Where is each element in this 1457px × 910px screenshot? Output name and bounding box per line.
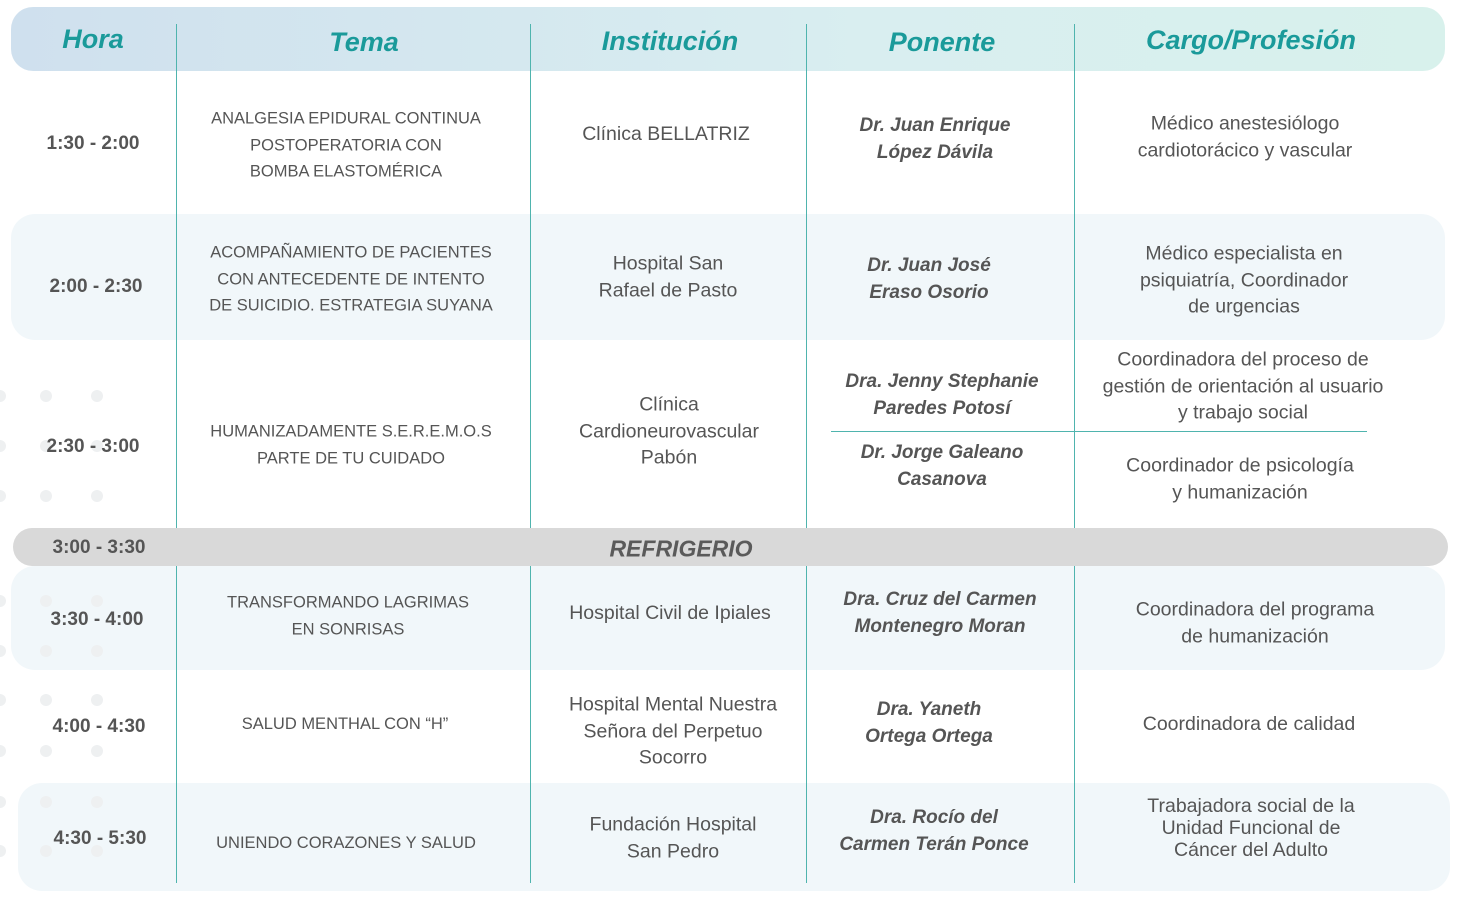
column-divider (176, 24, 177, 528)
role-line: de urgencias (1188, 295, 1300, 318)
decorative-dot (40, 745, 52, 757)
institution-line: Hospital San (612, 252, 724, 275)
role-line: cardiotorácico y vascular (1137, 139, 1353, 161)
topic-line: ANALGESIA EPIDURAL CONTINUA (211, 109, 481, 128)
column-divider (176, 566, 177, 883)
institution-line: Cardioneurovascular (579, 419, 759, 442)
speaker-line: Dra. Cruz del Carmen (843, 589, 1037, 610)
topic-line: BOMBA ELASTOMÉRICA (249, 162, 443, 181)
decorative-dot (91, 694, 103, 706)
decorative-dot (40, 645, 52, 657)
role-line: Médico especialista en (1145, 242, 1343, 265)
row-sub-divider (831, 431, 1367, 432)
break-time: 3:00 - 3:30 (52, 537, 146, 558)
decorative-dot (91, 490, 103, 502)
decorative-dot (91, 390, 103, 402)
column-divider (530, 566, 531, 883)
header-ponente: Ponente (888, 27, 996, 57)
speaker-line: Dr. Jorge Galeano (860, 442, 1024, 463)
topic-cell (242, 711, 449, 738)
role-cell (1147, 795, 1354, 861)
column-divider (806, 566, 807, 883)
decorative-dot (40, 694, 52, 706)
speaker-line: Ortega Ortega (865, 726, 993, 747)
role-line: gestión de orientación al usuario (1102, 374, 1384, 397)
decorative-dot (0, 796, 6, 808)
speaker-line: Carmen Terán Ponce (839, 834, 1029, 855)
institution-line: Hospital Mental Nuestra (568, 693, 778, 716)
speaker-line: López Dávila (876, 142, 994, 163)
institution-line: Hospital Civil de Ipiales (569, 601, 771, 624)
column-divider (806, 24, 807, 528)
topic-cell (211, 105, 481, 185)
column-divider (1074, 566, 1075, 883)
decorative-dot (0, 845, 6, 857)
break-label: REFRIGERIO (609, 535, 753, 562)
topic-line: TRANSFORMANDO LAGRIMAS (226, 593, 470, 612)
time-cell: 2:30 - 3:00 (46, 436, 140, 457)
role-cell (1143, 711, 1355, 738)
institution-line: Pabón (640, 446, 698, 469)
decorative-dot (40, 390, 52, 402)
topic-line: POSTOPERATORIA CON (250, 135, 442, 154)
institution-line: Clínica BELLATRIZ (582, 122, 750, 145)
topic-line: HUMANIZADAMENTE S.E.R.E.M.O.S (210, 422, 492, 441)
time-cell: 4:00 - 4:30 (52, 716, 146, 737)
role-line: y trabajo social (1177, 401, 1309, 424)
header-tema: Tema (329, 27, 399, 57)
decorative-dot (0, 595, 6, 607)
role-cell (1140, 240, 1348, 320)
speaker-cell (865, 696, 993, 750)
speaker-cell (860, 112, 1011, 166)
decorative-dot (0, 745, 6, 757)
topic-line: SALUD MENTHAL CON “H” (241, 714, 449, 733)
role-line: Coordinador de psicología (1126, 454, 1354, 477)
decorative-dot (0, 490, 6, 502)
decorative-dot (91, 595, 103, 607)
institution-cell (579, 391, 759, 471)
decorative-dot (0, 694, 6, 706)
role-cell-2 (1126, 453, 1354, 506)
speaker-line: Dr. Juan Enrique (859, 115, 1011, 136)
topic-line: DE SUICIDIO. ESTRATEGIA SUYANA (209, 296, 493, 315)
topic-line: PARTE DE TU CUIDADO (257, 449, 445, 467)
decorative-dot (40, 595, 52, 607)
time-cell: 2:00 - 2:30 (49, 276, 143, 297)
decorative-dot (40, 490, 52, 502)
role-line: Cáncer del Adulto (1174, 839, 1328, 861)
topic-line: UNIENDO CORAZONES Y SALUD (216, 833, 476, 852)
role-line: Coordinadora de calidad (1142, 712, 1356, 735)
institution-cell (582, 121, 750, 148)
decorative-dot (91, 745, 103, 757)
topic-cell (216, 830, 476, 857)
role-line: de humanización (1181, 625, 1329, 647)
speaker-cell-2 (861, 439, 1024, 493)
speaker-cell (867, 252, 991, 306)
institution-cell (569, 691, 777, 771)
institution-line: Señora del Perpetuo (583, 719, 763, 742)
institution-line: Fundación Hospital (589, 813, 757, 836)
column-divider (530, 24, 531, 528)
role-line: Unidad Funcional de (1161, 817, 1341, 839)
speaker-cell (845, 368, 1038, 422)
speaker-line: Montenegro Moran (854, 616, 1026, 637)
header-institucion: Institución (601, 26, 739, 56)
decorative-dot (40, 845, 52, 857)
institution-line: Socorro (638, 746, 708, 769)
decorative-dot (0, 645, 6, 657)
institution-cell (599, 251, 738, 304)
institution-line: Clínica (639, 393, 699, 416)
decorative-dot (0, 390, 6, 402)
speaker-line: Dra. Yaneth (876, 699, 982, 720)
header-hora: Hora (62, 24, 124, 54)
role-line: Coordinadora del programa (1135, 598, 1375, 621)
decorative-dot (40, 796, 52, 808)
speaker-line: Dr. Juan José (867, 255, 991, 276)
speaker-line: Dra. Jenny Stephanie (845, 371, 1039, 392)
institution-cell (569, 600, 771, 627)
time-cell: 1:30 - 2:00 (46, 133, 140, 154)
speaker-cell (843, 586, 1036, 640)
role-line: psiquiatría, Coordinador (1139, 268, 1349, 291)
institution-line: San Pedro (626, 840, 720, 862)
speaker-line: Paredes Potosí (873, 398, 1011, 419)
speaker-line: Dra. Rocío del (870, 807, 998, 828)
institution-line: Rafael de Pasto (598, 279, 738, 301)
speaker-line: Casanova (897, 469, 987, 490)
speaker-line: Eraso Osorio (869, 282, 989, 303)
role-cell (1138, 111, 1353, 164)
column-divider (1074, 24, 1075, 528)
role-cell (1103, 346, 1384, 426)
topic-line: EN SONRISAS (291, 620, 405, 638)
role-line: Trabajadora social de la (1147, 795, 1355, 817)
role-line: y humanización (1172, 481, 1308, 503)
topic-cell (210, 419, 491, 472)
decorative-dot (0, 440, 6, 452)
time-cell: 3:30 - 4:00 (50, 609, 144, 630)
decorative-dot (91, 796, 103, 808)
role-cell (1136, 597, 1374, 650)
time-cell: 4:30 - 5:30 (53, 828, 147, 849)
header-cargo: Cargo/Profesión (1145, 25, 1357, 55)
topic-cell (227, 590, 469, 643)
role-line: Médico anestesiólogo (1150, 112, 1340, 135)
topic-cell (209, 239, 493, 319)
institution-cell (590, 812, 757, 865)
topic-line: ACOMPAÑAMIENTO DE PACIENTES (210, 243, 492, 262)
topic-line: CON ANTECEDENTE DE INTENTO (217, 269, 485, 288)
speaker-cell (839, 804, 1028, 858)
role-line: Coordinadora del proceso de (1117, 348, 1369, 371)
decorative-dot (91, 645, 103, 657)
